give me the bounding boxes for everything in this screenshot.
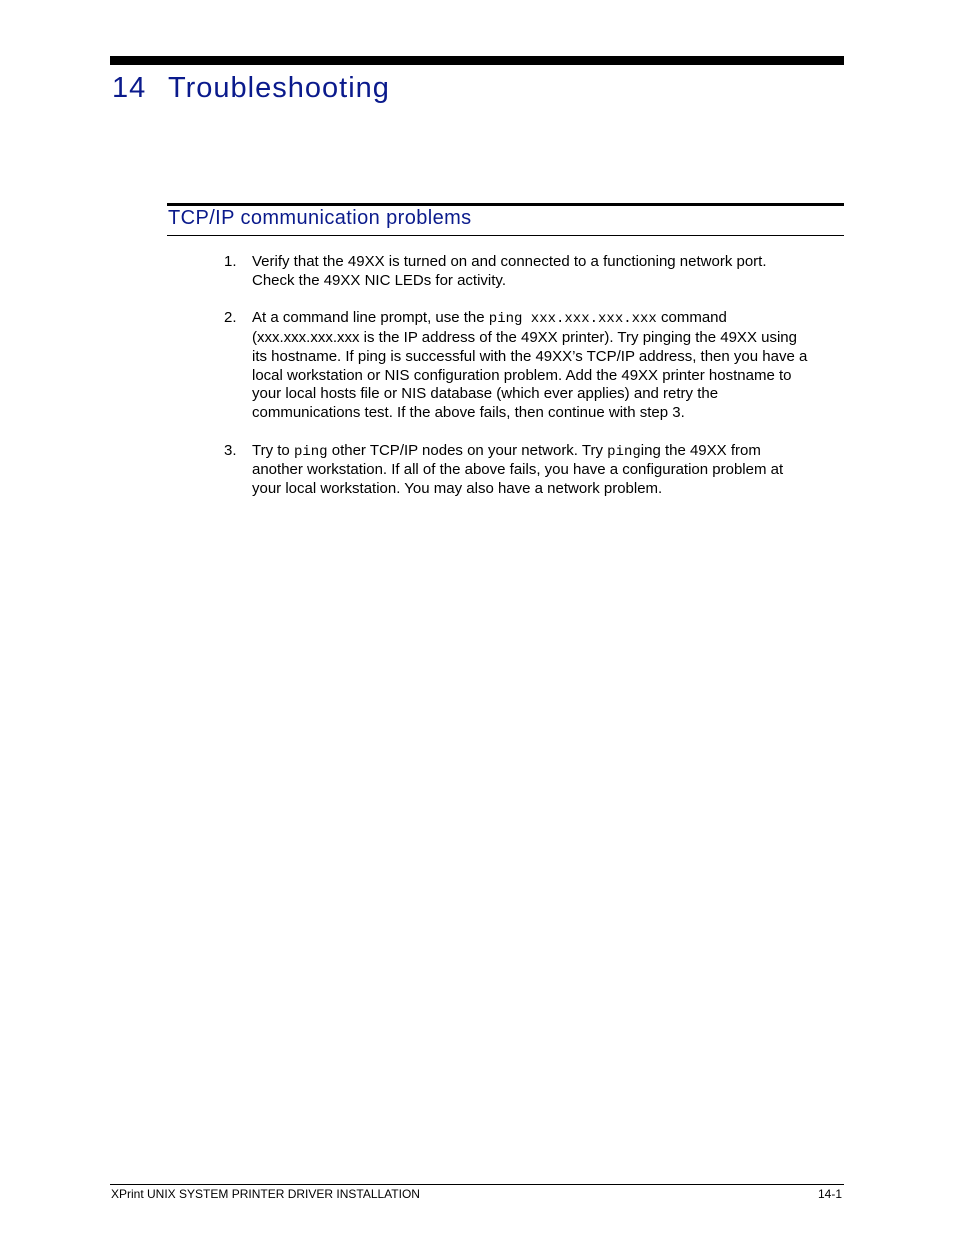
step-text: Try to xyxy=(252,441,294,459)
section-bottom-rule xyxy=(167,235,844,236)
step-text-line xyxy=(252,442,862,462)
step-text: At a command line prompt, use the xyxy=(252,309,489,327)
step-number: 3. xyxy=(224,441,237,459)
step-number: 1. xyxy=(224,253,237,270)
step-3 xyxy=(222,442,862,499)
section-title: TCP/IP communication problems xyxy=(168,207,472,229)
step-text: ing the 49XX from xyxy=(640,441,761,459)
footer-rule xyxy=(110,1184,844,1185)
step-text-line: Check the 49XX NIC LEDs for activity. xyxy=(252,271,506,289)
ping-command: ping xxx.xxx.xxx.xxx xyxy=(488,311,657,328)
step-text-line: your local workstation. You may also have a network problem. xyxy=(252,480,663,498)
step-text-line: its hostname. If ping is successful with the 49XX’s TCP/IP address, then you have a xyxy=(252,347,808,365)
ping-command: ping xyxy=(293,443,328,460)
step-text-line: communications test. If the above fails, then continue with step 3. xyxy=(252,404,685,422)
step-text-line: local workstation or NIS configuration problem. Add the 49XX printer hostname to xyxy=(252,366,792,384)
step-number: 2. xyxy=(224,309,237,327)
step-text-line: Verify that the 49XX is turned on and connected to a functioning network port. xyxy=(252,253,767,270)
footer-page-number: 14-1 xyxy=(817,1187,842,1201)
step-text-line xyxy=(252,309,862,329)
ping-command: ping xyxy=(607,443,641,460)
step-2 xyxy=(222,309,862,423)
step-text: command xyxy=(656,309,727,327)
step-text-line: another workstation. If all of the above fails, you have a configuration problem at xyxy=(252,461,784,479)
chapter-top-rule xyxy=(110,56,844,65)
chapter-title-text: Troubleshooting xyxy=(168,72,390,104)
chapter-title xyxy=(112,72,390,105)
step-text: other TCP/IP nodes on your network. Try xyxy=(327,441,608,459)
troubleshooting-steps xyxy=(222,253,862,518)
step-text-line: your local hosts file or NIS database (which ever applies) and retry the xyxy=(252,385,719,403)
chapter-number: 14 xyxy=(112,72,147,104)
step-text-line: (xxx.xxx.xxx.xxx is the IP address of the 49XX printer). Try pinging the 49XX using xyxy=(252,328,797,346)
footer-document-title: XPrint UNIX SYSTEM PRINTER DRIVER INSTALLATION xyxy=(111,1187,420,1201)
section-top-rule xyxy=(167,203,844,206)
step-1 xyxy=(222,253,862,291)
